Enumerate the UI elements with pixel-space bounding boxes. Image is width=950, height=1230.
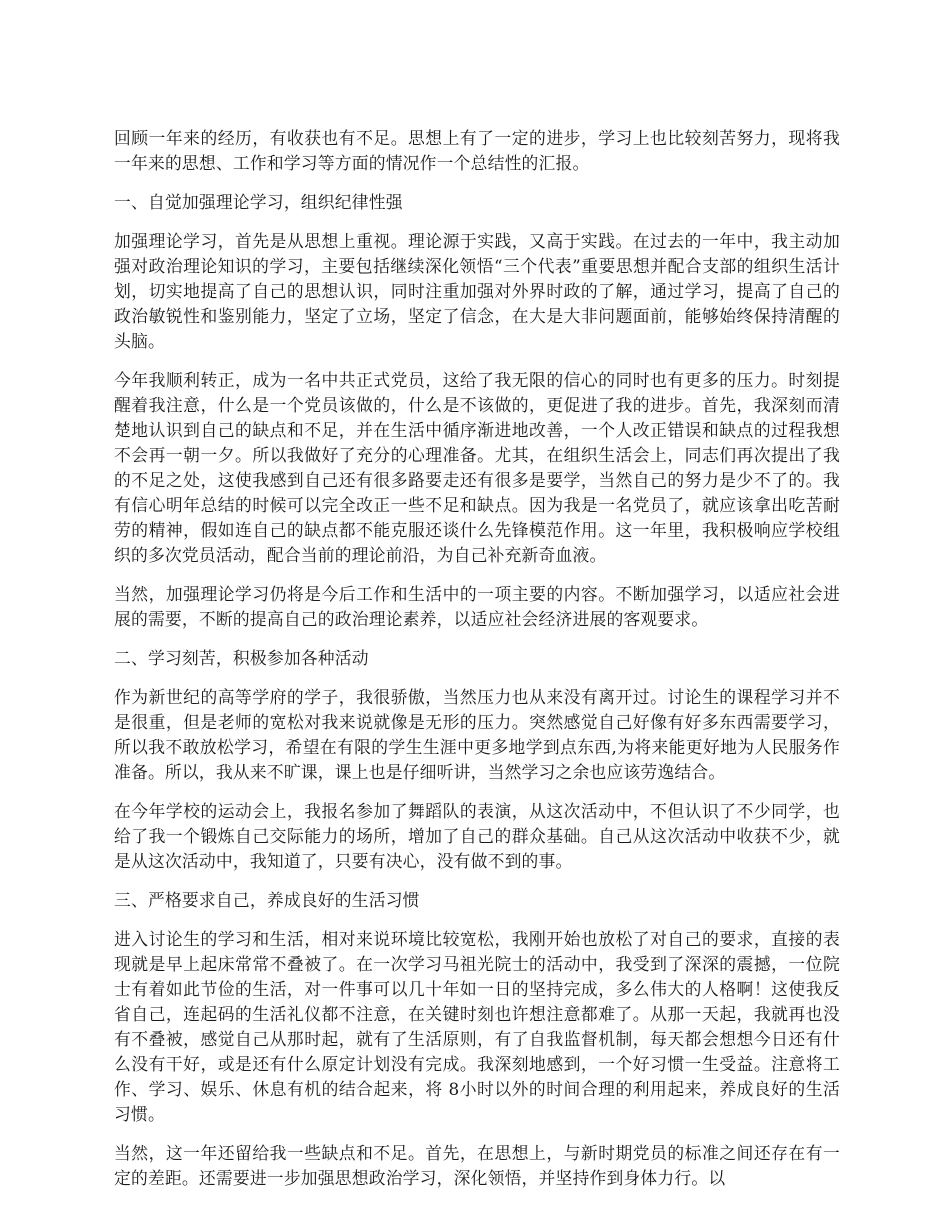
- section-2-paragraph-1: 作为新世纪的高等学府的学子，我很骄傲，当然压力也从来没有离开过。讨论生的课程学习并不是很重，但是老师的宽松对我来说就像是无形的压力。突然感觉自己好像有好多东西需要学习，所以我不敢放松学习，希望在有限的学生生涯中更多地学到点东西,为将来能更好地为人民服务作准备。所以，我从来不旷课，课上也是仔细听讲，当然学习之余也应该劳逸结合。: [114, 687, 840, 782]
- section-1-paragraph-2: 今年我顺利转正，成为一名中共正式党员，这给了我无限的信心的同时也有更多的压力。时刻提醒着我注意，什么是一个党员该做的，什么是不该做的，更促进了我的进步。首先，我深刻而清楚地认识到自己的缺点和不足，并在生活中循序渐进地改善，一个人改正错误和缺点的过程我想不会再一朝一夕。所以我做好了充分的心理准备。尤其，在组织生活会上，同志们再次提出了我的不足之处，这使我感到自己还有很多路要走还有很多是要学，当然自己的努力是少不了的。我有信心明年总结的时候可以完全改正一些不足和缺点。因为我是一名党员了，就应该拿出吃苦耐劳的精神，假如连自己的缺点都不能克服还谈什么先锋模范作用。这一年里，我积极响应学校组织的多次党员活动，配合当前的理论前沿，为自己补充新奇血液。: [114, 370, 840, 565]
- intro-paragraph: 回顾一年来的经历，有收获也有不足。思想上有了一定的进步，学习上也比较刻苦努力，现将我一年来的思想、工作和学习等方面的情况作一个总结性的汇报。: [114, 128, 840, 173]
- document-body: [114, 126, 840, 1205]
- section-1-paragraph-1: 加强理论学习，首先是从思想上重视。理论源于实践，又高于实践。在过去的一年中，我主动加强对政治理论知识的学习，主要包括继续深化领悟“三个代表”重要思想并配合支部的组织生活计划，切实地提高了自己的思想认识，同时注重加强对外界时政的了解，通过学习，提高了自己的政治敏锐性和鉴别能力，坚定了立场，坚定了信念，在大是大非问题面前，能够始终保持清醒的头脑。: [114, 231, 840, 351]
- section-3-paragraph-2: 当然，这一年还留给我一些缺点和不足。首先，在思想上，与新时期党员的标准之间还存在有一定的差距。还需要进一步加强思想政治学习，深化领悟，并坚持作到身体力行。以: [114, 1143, 840, 1188]
- section-heading-3: 三、严格要求自己，养成良好的生活习惯: [114, 890, 420, 910]
- section-2-paragraph-2: 在今年学校的运动会上，我报名参加了舞蹈队的表演，从这次活动中，不但认识了不少同学，也给了我一个锻炼自己交际能力的场所，增加了自己的群众基础。自己从这次活动中收获不少，就是从这次活动中，我知道了，只要有决心，没有做不到的事。: [114, 801, 840, 871]
- section-heading-1: 一、自觉加强理论学习，组织纪律性强: [114, 192, 403, 212]
- section-3-paragraph-1: 进入讨论生的学习和生活，相对来说环境比较宽松，我刚开始也放松了对自己的要求，直接的表现就是早上起床常常不叠被了。在一次学习马祖光院士的活动中，我受到了深深的震撼，一位院士有着如此节俭的生活，对一件事可以几十年如一日的坚持完成，多么伟大的人格啊！这使我反省自己，连起码的生活礼仪都不注意，在关键时刻也许想注意都难了。从那一天起，我就再也没有不叠被，感觉自己从那时起，就有了生活原则，有了自我监督机制，每天都会想想今日还有什么没有干好，或是还有什么原定计划没有完成。我深刻地感到，一个好习惯一生受益。注意将工作、学习、娱乐、休息有机的结合起来，将 8小时以外的时间合理的利用起来，养成良好的生活习惯。: [114, 929, 840, 1124]
- section-heading-2: 二、学习刻苦，积极参加各种活动: [114, 648, 369, 668]
- section-1-paragraph-3: 当然，加强理论学习仍将是今后工作和生活中的一项主要的内容。不断加强学习，以适应社会进展的需要，不断的提高自己的政治理论素养，以适应社会经济进展的客观要求。: [114, 584, 840, 629]
